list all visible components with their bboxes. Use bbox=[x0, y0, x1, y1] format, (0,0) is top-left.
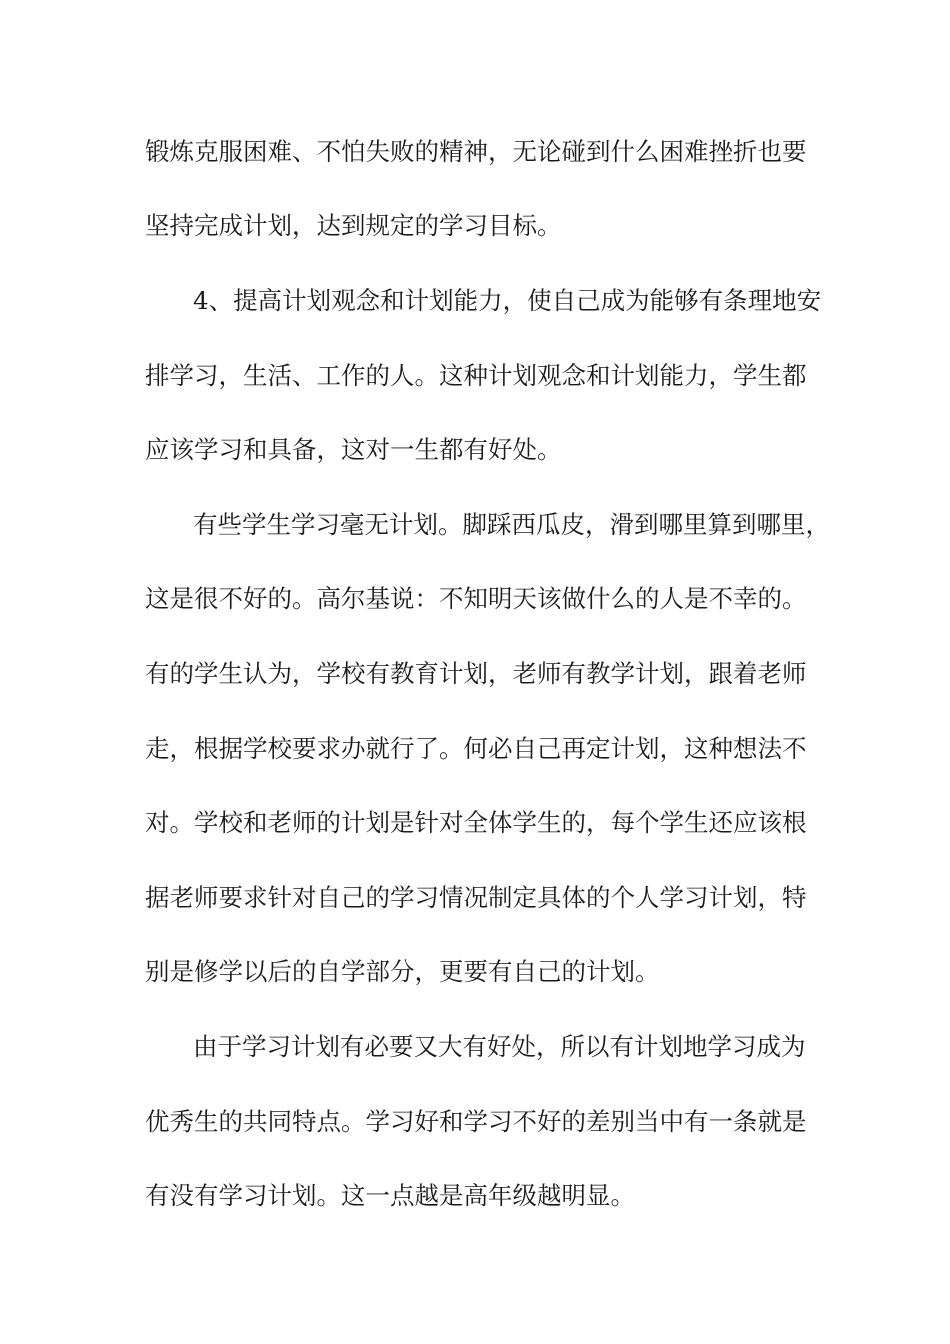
paragraph-start-line: 有些学生学习毫无计划。脚踩西瓜皮，滑到哪里算到哪里， bbox=[193, 510, 830, 539]
paragraph-start-line: 4、提高计划观念和计划能力，使自己成为能够有条理地安 bbox=[193, 286, 822, 315]
text-line: 优秀生的共同特点。学习好和学习不好的差别当中有一条就是 bbox=[145, 1107, 807, 1136]
text-line: 有没有学习计划。这一点越是高年级越明显。 bbox=[145, 1181, 635, 1210]
text-line: 走，根据学校要求办就行了。何必自己再定计划，这种想法不 bbox=[145, 734, 807, 763]
text-line: 这是很不好的。高尔基说：不知明天该做什么的人是不幸的。 bbox=[145, 584, 807, 613]
text-line: 别是修学以后的自学部分，更要有自己的计划。 bbox=[145, 957, 660, 986]
text-line: 坚持完成计划，达到规定的学习目标。 bbox=[145, 211, 562, 240]
text-line: 锻炼克服困难、不怕失败的精神，无论碰到什么困难挫折也要 bbox=[145, 137, 807, 166]
text-line: 据老师要求针对自己的学习情况制定具体的个人学习计划，特 bbox=[145, 883, 807, 912]
paragraph-start-line: 由于学习计划有必要又大有好处，所以有计划地学习成为 bbox=[193, 1032, 806, 1061]
text-line: 对。学校和老师的计划是针对全体学生的，每个学生还应该根 bbox=[145, 808, 807, 837]
text-line: 应该学习和具备，这对一生都有好处。 bbox=[145, 435, 562, 464]
text-line: 有的学生认为，学校有教育计划，老师有教学计划，跟着老师 bbox=[145, 659, 807, 688]
text-line: 排学习，生活、工作的人。这种计划观念和计划能力，学生都 bbox=[145, 361, 807, 390]
